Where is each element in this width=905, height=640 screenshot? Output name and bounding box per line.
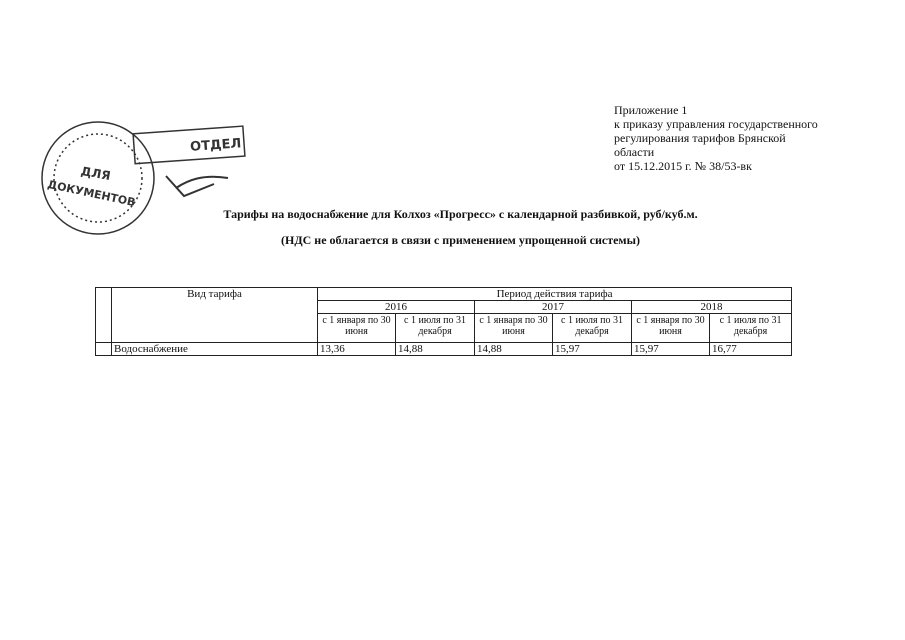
stamp-text-bottom: ДОКУМЕНТОВ (46, 177, 137, 210)
table-index-header (96, 288, 112, 343)
appendix-header (614, 103, 854, 173)
document-subtitle: (НДС не облагается в связи с применением упрощенной системы) (281, 233, 640, 247)
year-header: 2017 (475, 301, 632, 314)
table-row (96, 343, 792, 356)
tariff-table (95, 287, 792, 356)
subperiod-header: с 1 июля по 31 декабря (710, 314, 792, 343)
year-header: 2018 (632, 301, 792, 314)
table-header-row-1 (96, 288, 792, 301)
row-index-cell (96, 343, 112, 356)
appendix-line-1: Приложение 1 (614, 103, 688, 117)
appendix-line-2: к приказу управления государственного (614, 117, 818, 131)
year-header: 2016 (318, 301, 475, 314)
subperiod-header: с 1 января по 30 июня (318, 314, 396, 343)
appendix-line-4: области (614, 145, 655, 159)
tariff-value-cell: 14,88 (475, 343, 553, 356)
tariff-value-cell: 14,88 (396, 343, 475, 356)
document-title: Тарифы на водоснабжение для Колхоз «Прогресс» с календарной разбивкой, руб/куб.м. (223, 207, 698, 221)
tariff-name-cell: Водоснабжение (112, 343, 318, 356)
subperiod-header: с 1 января по 30 июня (632, 314, 710, 343)
stamp-text-top: ОТДЕЛ (189, 136, 242, 155)
signature-mark (166, 176, 228, 196)
tariff-value-cell: 15,97 (632, 343, 710, 356)
subperiod-header: с 1 января по 30 июня (475, 314, 553, 343)
tariff-type-header: Вид тарифа (112, 288, 318, 343)
period-header: Период действия тарифа (318, 288, 792, 301)
appendix-line-3: регулирования тарифов Брянской (614, 131, 786, 145)
tariff-value-cell: 13,36 (318, 343, 396, 356)
tariff-value-cell: 16,77 (710, 343, 792, 356)
appendix-line-5: от 15.12.2015 г. № 38/53-вк (614, 159, 752, 173)
subperiod-header: с 1 июля по 31 декабря (553, 314, 632, 343)
tariff-value-cell: 15,97 (553, 343, 632, 356)
stamp-text-middle: ДЛЯ (79, 164, 112, 184)
subperiod-header: с 1 июля по 31 декабря (396, 314, 475, 343)
